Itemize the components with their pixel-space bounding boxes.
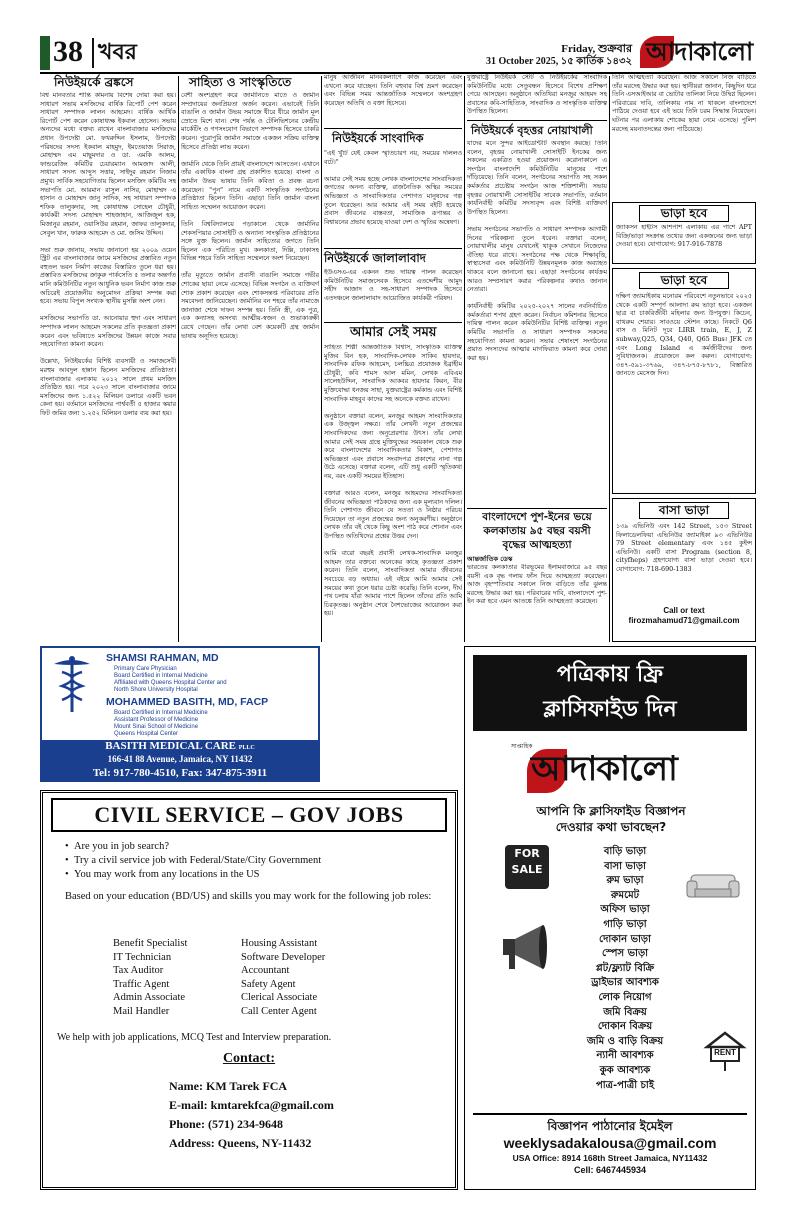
civil-role: Admin Associate: [113, 992, 186, 1003]
classified-item: বাড়ি ভাড়া: [603, 846, 647, 857]
col4-rule-b: [467, 508, 607, 509]
civil-role: Housing Assistant: [241, 938, 318, 949]
classified-banner-line-2: ক্লাসিফাইড দিন: [543, 697, 677, 722]
classified-item: রুম ভাড়া: [606, 875, 644, 887]
civil-roles-left: [113, 937, 187, 1018]
ad-basa-body: ১৩৯ এভিনিউ এবং 142 Street, ১৫৩ Street ফিলাডেলফিয়া এভিনিউর জ্যামাইকা ৯৩ এভিনিউর 79 Street elementary এবং ১৪৫ কুইন্স এভিনিউ। একটি বাসা Program (section 8, cityfheps) গ্রহণযোগ্য বাসা ভাড়া দেওয়া হবে। যোগাযোগ: 718-690-1383: [616, 522, 752, 573]
page-number: 38: [53, 35, 83, 68]
classified-item: দোকান ভাড়া: [599, 933, 651, 945]
article-noakhali-body: যাদের মনে সুন্দর আইডেন্টিটি অবস্থান করছে। তিনি বলেন, বৃহত্তর নোয়াখালী সোসাইটি ইনকের জন্য সকলের একত্রিত হওয়া প্রয়োজন। করোনাকালে এ সংগঠন বাংলাদেশি কমিউনিটির মানুষের পাশে দাঁড়িয়েছে। তিনি বলেন, সংগঠনের সভাপতি সহ সকল কর্মকর্তার প্রচেষ্টায় সংগঠন আজ শক্তিশালী। সভায় বৃহত্তর নোয়াখালী সোসাইটির সাবেক সভাপতি, বর্তমান কার্যনির্বাহী কমিটির সদস্যবৃন্দ এবং বিশিষ্ট ব্যক্তিবর্গ উপস্থিত ছিলেন। সভায় সংগঠনের সভাপতি ও সাধারণ সম্পাদক আগামী দিনের পরিকল্পনা তুলে ধরেন। বক্তারা বলেন, নোয়াখালীর মানুষ যেখানেই থাকুক সেখানে নিজেদের ঐতিহ্য ধরে রাখে। সংগঠনের পক্ষ থেকে শিক্ষাবৃত্তি, স্বাস্থ্যসেবা এবং কমিউনিটি উন্নয়নমূলক কাজ অব্যাহত থাকবে বলে জানানো হয়। এছাড়া সংগঠনের কার্যক্রম আরও সম্প্রসারণ করার পরিকল্পনার কথাও জানান নেতারা। কার্যনির্বাহী কমিটির ২০২৫-২০২৭ সালের নবনির্বাচিত কর্মকর্তারা শপথ গ্রহণ করেন। নির্বাচন কমিশনার হিসেবে দায়িত্ব পালন করেন কমিউনিটির বিশিষ্ট ব্যক্তিত্ব। নতুন কমিটির সভাপতি ও সাধারণ সম্পাদক সকলের সহযোগিতা কামনা করেন। সভার শেষাংশে সংগঠনের প্রয়াত সদস্যদের আত্মার মাগফিরাত কামনা করে দোয়া করা হয়।: [467, 140, 607, 362]
civil-contact-block: [169, 1077, 334, 1153]
page-header: [40, 34, 756, 74]
classified-question-2: দেওয়ার কথা ভাবছেন?: [555, 820, 667, 834]
civil-contact-label: Contact:: [222, 1051, 276, 1066]
column-4: [467, 74, 607, 642]
classified-logo: [511, 741, 711, 795]
article-culture: [181, 74, 319, 642]
doctor-2-name: MOHAMMED BASITH, MD, FACP: [106, 696, 269, 708]
civil-contact-email[interactable]: E-mail: kmtarekfca@gmail.com: [169, 1098, 334, 1112]
article-kolkata-body: ভারতের কলকাতার বীরভূমের ইলামবাজারে ৯৫ বছর বয়সী এক বৃদ্ধ গলায় ফাঁস দিয়ে আত্মহত্যা করেছেন। আজ বৃহস্পতিবার সকালে নিজ বাড়িতে তাঁর ঝুলন্ত মরদেহ উদ্ধার করা হয়। পরিবারের দাবি, বাংলাদেশে পুশ-ইন করা হবে এমন আতঙ্কে তিনি আত্মহত্যা করেছেন।: [467, 564, 607, 606]
ad-basa: [612, 498, 756, 642]
article-kolkata-title-2: কলকাতায় ৯৫ বছর বয়সী: [483, 525, 591, 537]
doctor-2-credentials: [114, 710, 208, 738]
ad-vara-2-title: ভাড়া হবে: [639, 272, 729, 289]
classified-item: ড্রাইভার আবশ্যক: [591, 977, 659, 989]
civil-contact-name: Name: KM Tarek FCA: [169, 1079, 288, 1093]
column-3: [324, 74, 462, 642]
classified-item: গাড়ি ভাড়া: [603, 918, 647, 930]
civil-role: Traffic Agent: [113, 978, 170, 990]
article-amar-shei-body: সাহিত্য শিল্পী আন্তর্জাতিক বিশ্বাস, সাংস্কৃতিক ব্যক্তিত্ব মুজিব বিন হক, সাংবাদিক-লেখক সাকিব হায়দার, সাংবাদিক রফিক আহমেদ, চলচ্চিত্র প্রযোজক ইব্রাহীম চৌধুরী, কবি শামস আল মমিন, লেখক এবিএম সালেহউদ্দিন, সাংবাদিক আকবর হায়দার কিরন, বীর মুক্তিযোদ্ধা ধনজয় সাহা, যুক্তরাষ্ট্রের কৰ্মকান্ড এবং বিশিষ্ট সাংবাদিক মাহবুব কাদের সহ অনেকে বক্তব্য রাখেন। অনুষ্ঠানে বক্তারা বলেন, মনজুর আহমদ সাংবাদিকতার এক উজ্জ্বল নক্ষত্র। তাঁর লেখনী নতুন প্রজন্মের সাংবাদিকদের জন্য অনুপ্রেরণার উৎস। তাঁর লেখা আমার সেই সময় গ্রন্থে মুক্তিযুদ্ধের সময়কাল থেকে শুরু করে বাংলাদেশের সাংবাদিকতার বিকাশ, পেশাগত অভিজ্ঞতা এবং প্রবাসে সংবাদপত্র প্রকাশের নানা গল্প উঠে এসেছে। বক্তারা বলেন, এটি শুধু একটি স্মৃতিকথা নয়, বরং একটি সময়ের ইতিহাস। বক্তারা আরও বলেন, মনজুর আহমদের সাংবাদিকতা জীবনের অভিজ্ঞতা পাঠকদের জন্য এক মূল্যবান দলিল। তিনি পেশাগত জীবনে যে সততা ও নিষ্ঠার পরিচয় দিয়েছেন তা নতুন প্রজন্মের জন্য অনুকরণীয়। অনুষ্ঠানে লেখক তাঁর বই থেকে কিছু অংশ পাঠ করে শোনান এবং উপস্থিত অতিথিদের প্রশ্নের উত্তর দেন। আমি বারো বছরই প্রবাসী লেখক-সাংবাদিক মনজুর আহমদ তার বক্তব্যে অনেকের কাছে কৃতজ্ঞতা প্রকাশ করেন। তিনি বলেন, সাংবাদিকতা আমার জীবনের সবচেয়ে বড় অধ্যায়। এই বইয়ে আমি আমার সেই সময়ের কথা তুলে ধরার চেষ্টা করেছি। তিনি বলেন, দীর্ঘ পথ চলায় যাঁরা আমার পাশে ছিলেন তাঁদের প্রতি আমি চিরকৃতজ্ঞ। অনুষ্ঠান শেষে নৈশভোজের আয়োজন করা হয়।: [324, 344, 462, 618]
article-journalist-body: "এই খুঁটি যেই কেবল স্মৃতিচারণ নয়, সময়ের দলিলও বটে।" আমার সেই সময় হচ্ছে লেখক বাংলাদেশের সাংবাদিকতা জগতের অনন্য ব্যক্তিত্ব, রাজনৈতিক অস্থির সময়ের অভিজ্ঞতা ও সাংবাদিকতার পেশাগত মানুষদের গল্প তুলে ধরেছেন। আর আমার এই সময় বইটি হয়েছে প্রবাস জীবনের বাস্তবতা, সামাজিক রূপান্তর ও বিশ্বায়নের প্রভাব হয়েছে যাওয়া দেশ ও স্মৃতির অন্বেষণ।: [324, 150, 462, 226]
sofa-icon: [685, 865, 741, 905]
classified-office: USA Office: 8914 168th Street Jamaica, NY11432: [512, 1153, 708, 1163]
civil-role: Benefit Specialist: [113, 938, 188, 949]
medical-pllc: PLLC: [238, 745, 255, 751]
article-kolkata-headline: [467, 510, 607, 552]
masthead-text: আদাকালো: [646, 37, 753, 66]
civil-help: We help with job applications, MCQ Test and Interview preparation.: [57, 1032, 332, 1043]
classified-item: স্পেস ভাড়া: [601, 948, 648, 960]
article-culture-body: বেশী অংশগ্রহণ করে জার্মানিতে মাতে ও জার্মান সম্প্রদায়ের জনপ্রিয়তা অর্জন করেন। এভাবেই তিনি বাঙালি ও জার্মান উভয় সমাজে ধীরে ধীরে জার্মান মূল স্রোতে মিশে যান। শেষ পর্যন্ত ও টেলিভিশনের কেন্দ্রীয় মার্কেটিং ও গণসংযোগ বিভাগে সম্পাদক হিসেবে চাকরি করেন। পুরোপুরি জার্মান সমাজে একজন সক্রিয় ব্যক্তিত্ব হিসেবে প্রতিষ্ঠা লাভ করেন। জার্মানি থেকে তিনি প্রায়ই বাংলাদেশে আসতেন। এখানে তাঁর একাধিক বাংলা গ্রন্থ প্রকাশিত হয়েছে। বাংলা ও জার্মান উভয় ভাষায় তিনি কবিতা ও প্রবন্ধ রচনা করেছেন। "পুন" নামে একটি সাংস্কৃতিক সংগঠনের প্রতিষ্ঠাতা ছিলেন তিনি। এছাড়া তিনি জার্মান বাংলা সাহিত্য সম্মেলন আয়োজন করেন। তিনি বিশ্ববিদ্যালয়ে পড়াকালে থেকে জার্মানির শেকসপিয়ার সোসাইটি ও অন্যান্য সাংস্কৃতিক প্রতিষ্ঠানের সঙ্গে যুক্ত ছিলেন। জার্মান সাহিত্যের জগতে তিনি ছিলেন এক পরিচিত মুখ। কলকাতা, দিল্লি, ঢাকাসহ বিভিন্ন শহরে তিনি সাহিত্য সম্মেলনে অংশ নিয়েছেন। তাঁর মৃত্যুতে জার্মান প্রবাসী বাঙালি সমাজে গভীর শোকের ছায়া নেমে এসেছে। বিভিন্ন সংগঠন ও ব্যক্তিবর্গ শোক প্রকাশ করেছেন এবং শোকসন্তপ্ত পরিবারের প্রতি সমবেদনা জানিয়েছেন। জার্মানির বন শহরে তাঁর নামাজে জানাজা শেষে দাফন সম্পন্ন হয়। তিনি স্ত্রী, এক পুত্র, এক কন্যাসহ অসংখ্য আত্মীয়-স্বজন ও শুভাকাঙ্ক্ষী রেখে গেছেন। তাঁর লেখা বেশ কয়েকটি গ্রন্থ জার্মান ভাষায় অনূদিত হয়েছে।: [181, 92, 319, 340]
ad-vara-1-body: জ্যাকসন হাইটস আশপাশ এলাকায় এর পাশে APT বিক্রি/ভাড়া সংক্রান্ত তথ্যের জন্য একজনের জন্য ভাড়া দেওয়া হবে। যোগাযোগ: 917-916-7878: [616, 224, 752, 249]
article-journalist-title: নিউইয়র্কে সাংবাদিক: [332, 131, 424, 145]
article-noakhali-title: নিউইয়র্কে বৃহত্তর নোয়াখালী: [471, 124, 593, 137]
classified-email-label: বিজ্ঞাপন পাঠানোর ইমেইল: [547, 1119, 673, 1133]
for-sale-top: FOR: [514, 847, 540, 860]
classified-item: দোকান বিক্রয়: [597, 1021, 653, 1033]
ad-civil-service: [40, 790, 458, 1190]
classified-email[interactable]: weeklysadakalousa@gmail.com: [503, 1135, 717, 1151]
issue-day: Friday, শুক্রবার: [561, 43, 632, 55]
doctor-1-line: Board Certified in Internal Medicine: [114, 673, 208, 679]
classified-item: লোক নিয়োগ: [598, 991, 652, 1003]
classified-cell[interactable]: Cell: 6467445934: [573, 1165, 647, 1175]
doctor-1-line: Affiliated with Queens Hospital Center and: [114, 680, 227, 686]
ad-classified: [464, 646, 756, 1190]
classified-question-1: আপনি কি ক্লাসিফাইড বিজ্ঞাপন: [536, 804, 686, 818]
column-rule-4: [609, 76, 610, 642]
civil-bullets: [65, 840, 455, 882]
ad-vara-1: [612, 202, 756, 264]
doctor-1-name: SHAMSI RAHMAN, MD: [106, 652, 219, 664]
article-bronx-body: বিশ্ব মানবতার শান্তি কামনায় বিশেষ দোয়া করা হয়। সাধারণ সভায় মসজিদের বার্ষিক রিপোর্ট পেশ করেন সাধারণ সম্পাদক লালন আহমেদ। বার্ষিক আর্থিক রিপোর্ট পেশ করেন কোষাধ্যক্ষ ইকবাল হোসেন। সভায় অন্যদের মধ্যে বক্তব্য রাখেন বাংলাবাজার মসজিদের প্রধান উপদেষ্টা মো. ফখরুদ্দিন ইসলাম, উপদেষ্টা পরিষদের সদস্য ইকবাল মাহমুদ, ইমতেয়াজ সিরাজ, মোহাম্মদ এম মাছুমদার ও ডা. এমকি আলম, ফান্ডরেজিং কমিটির চেয়ারম্যান আমজাদ আলী, সাধারণ সদস্য আব্দুস সত্তার, সাইদুর রহমান নিজাম প্রমুখ। সার্বিক সহযোগিতায় ছিলেন মসজিদ কমিটির সহ সভাপতি মো. আরমান রাসুল নাসির, মোহাম্মদ এ হাসান ও মোহাম্মদ জানু সাদিক, সহ সাধারণ সম্পাদক শফিক তালুকদার, সহ কোষাধ্যক্ষ সোহেল চৌধুরী, কার্যকরী সদস্য মোহাম্মদ শাহজাহান, আজিজুল হক, মিজানুর রহমান, ওয়াসিউর রহমান, জাফর তালুকদার, সেবুল খান, ফারুক আহমেদ ও মো. জসিম উদ্দিন। সভা শুরু জানায়, সভায় জানানো হয় ২০০৯ ওয়েন স্ট্রিট এর বাংলাবাজার জামে মসজিদের প্রস্তাবিত নতুন বহুতল ভবন নির্মাণ কাজের বিস্তারিত তুলে ধরা হয়। প্রস্তাবিত মসজিদের ক্রাকুরু পার্কসেতি ৫ তলার অন্তর্গত মানি কমিউনিটির নতুন আধুনিক ভবন নির্মাণ কাজ শুরু অচিরেই প্রয়োজনীয় অনুমোদন প্রক্রিয়া সম্পন্ন করা হবে। সভায় বিপুল সংখ্যক স্থানীয় মুসল্লি অংশ নেন। মসজিদের সভাপতি ডা. আনোয়ার হুদা এবং সাধারণ সম্পাদক লালন আহমেদ সকলের প্রতি কৃতজ্ঞতা প্রকাশ করেন এবং ভবিষ্যতে মসজিদের উন্নয়ন কাজে সবার সহযোগিতা কামনা করেন। উল্লেখ্য, নিউইয়র্কের বিশিষ্ট ব্যবসায়ী ও সমাজসেবী মরহুম আবদুল হান্নান ছিলেন মসজিদের প্রতিষ্ঠাতা। বাংলাবাজার এলাকায় ২০১২ সালে প্রথম মসজিদ প্রতিষ্ঠিত হয়। পরে ২০২৩ সালে বাংলাবাজার জামে মসজিদের জন্য ১.৫২২ মিলিয়ন ডলারে একটি ভবন কেনা হয়। বর্তমানে মসজিদের পার্শ্ববর্তী ৫ হাজার স্কয়ার ফিট জমির জন্য ১.২৫২ মিলিয়ন ডলার ব্যয় করা হয়।: [40, 92, 176, 417]
medical-practice-name: BASITH MEDICAL CARE: [105, 740, 237, 752]
article-kolkata-title-3: বৃদ্ধের আত্মহত্যা: [502, 539, 572, 551]
civil-title: CIVIL SERVICE – GOV JOBS: [51, 798, 447, 832]
for-sale-sign-icon: [505, 845, 549, 889]
classified-item: জমি ও বাড়ি বিক্রয়: [586, 1035, 664, 1047]
doctor-1-line: North Shore University Hospital: [114, 687, 198, 693]
classified-footer: [473, 1113, 747, 1185]
classified-item: ন্যানী আবশ্যক: [596, 1050, 654, 1062]
civil-role: Call Center Agent: [241, 1005, 317, 1017]
rent-label: RENT: [714, 1048, 736, 1057]
column-rule-2: [321, 76, 322, 642]
classified-item: প্লট/ফ্ল্যাট বিক্রি: [595, 962, 655, 974]
classified-item: পাত্র-পাত্রী চাই: [595, 1079, 655, 1091]
section-name: খবর: [98, 40, 137, 65]
civil-role: Clerical Associate: [241, 992, 318, 1003]
classified-item: অফিস ভাড়া: [600, 904, 650, 916]
column-4-intro: যুক্তরাষ্ট্রে নিউইয়র্ক স্টেট ও নিউইয়র্কের সাংবাদিক কমিউনিটির মধ্যে সেতুবন্ধন হিসেবে বিশেষ প্রশিক্ষণ পেয়ে আসছেন। অনুষ্ঠানে অতিথিরা মনজুর আহমদ সহ প্রবাসের কবি-সাহিত্যিক, সাংবাদিক ও সাংস্কৃতিক ব্যক্তিত্ব উপস্থিত ছিলেন।: [467, 74, 607, 116]
civil-contact-phone[interactable]: Phone: (571) 234-9648: [169, 1117, 283, 1131]
column-3-intro: মানুষ আজীবন মানবকল্যাণে কাজ করেছেন এবং এখনো করে যাচ্ছেন। তিনি বহুবার বিশ্ব ভ্রমণ করেছেন এবং বিভিন্ন সময় আন্তর্জাতিক সম্মেলনে অংশগ্রহণ করেছেন অতিথি ও বক্তা হিসেবে।: [324, 74, 462, 107]
doctor-2-line: Assistant Professor of Medicine: [114, 717, 199, 723]
classified-item: জমি বিক্রয়: [603, 1006, 647, 1018]
civil-role: Software Developer: [241, 951, 326, 963]
article-kolkata-byline: আন্তর্জাতিক ডেস্ক: [467, 555, 513, 563]
civil-roles-right: [241, 937, 325, 1018]
civil-bullet: • Try a civil service job with Federal/State/City Government: [65, 855, 322, 866]
medical-phones: Tel: 917-780-4510, Fax: 347-875-3911: [40, 764, 320, 782]
classified-item: রুমমেট: [610, 889, 640, 901]
article-jalalabad-title: নিউইয়র্কে জালালাবাদ: [324, 251, 426, 265]
article-culture-title: সাহিত্য ও সাংস্কৃতিতে: [189, 75, 292, 89]
civil-role: Mail Handler: [113, 1005, 170, 1017]
doctor-2-line: Queens Hospital Center: [114, 731, 179, 737]
article-jalalabad-body: ইউএসএ-এর একনন শুভ দায়িত্ব পালন করেছেন কমিউনিটির সমাজসেবক হিসেবে এতদ্দেশীয় আমুদ সহীদ আজাদ ও সহ-সাধারণ সম্পাদক হিসেবে এতদঞ্চলে জালালাবাদ আয়োজিত কার্যকরী পরিষদ।: [324, 269, 462, 302]
article-bronx: [40, 74, 176, 642]
classified-item: বাসা ভাড়া: [604, 860, 646, 872]
col3-rule-c: [324, 322, 462, 323]
civil-role: Accountant: [241, 965, 290, 976]
rent-house-icon: [701, 1027, 749, 1075]
medical-address: 166-41 88 Avenue, Jamaica, NY 11432: [107, 754, 253, 764]
medical-footer: [42, 740, 318, 764]
civil-contact-address: Address: Queens, NY-11432: [169, 1136, 312, 1150]
ad-basa-email[interactable]: firozmahamud71@gmail.com: [628, 616, 740, 625]
section-divider: [92, 38, 94, 68]
civil-bullet: • You may work from any locations in the US: [65, 869, 260, 880]
classified-question: [465, 803, 757, 835]
medical-practice-line: [42, 740, 318, 754]
article-bronx-title: নিউইয়র্কে ব্রঙ্কসে: [54, 75, 134, 89]
ad-vara-1-title: ভাড়া হবে: [639, 205, 729, 222]
civil-role: Tax Auditor: [113, 965, 164, 976]
classified-items: [561, 845, 689, 1093]
ad-medical: [40, 646, 320, 764]
ad-basa-title: বাসা ভাড়া: [639, 502, 729, 519]
col4-rule-a: [467, 120, 607, 121]
civil-role: Safety Agent: [241, 978, 296, 990]
col3-rule-a: [324, 128, 462, 129]
civil-bullet: • Are you in job search?: [65, 841, 169, 852]
column-rule-3: [464, 76, 465, 642]
megaphone-icon: [497, 917, 557, 977]
doctor-2-line: Board Certified in Internal Medicine: [114, 710, 208, 716]
civil-intro: Based on your education (BD/US) and skills you may work for the following job roles:: [65, 891, 432, 902]
ad-basa-call: Call or text: [663, 606, 705, 615]
classified-banner: [473, 655, 747, 731]
page-number-bar: [40, 36, 50, 70]
civil-role: IT Technician: [113, 951, 172, 963]
classified-logo-text: আদাকালো: [531, 749, 677, 789]
column-5: [612, 74, 756, 642]
ad-vara-2-body: দক্ষিণ জ্যামাইকায় মনোরম পরিবেশে নতুনভাবে ২০২৫ থেকে একটি সম্পূর্ণ আলাদা রুম ভাড়া হবে। একজন ছাত্র বা চাকরিজীবী মহিলার জন্য উপযুক্ত। কিচেন, বাথরুম শেয়ার। সাবওয়ে স্টেশন কাছে। নিকটে Q6 বাস ও মিনিট দূরে LIRR train, E, J, Z subway,Q25, Q34, Q40, Q65 Bus। JFK তে এবং Long Island এ কর্মজীবীদের জন্য সুবিধাজনক। প্রয়োজনে কল করুন। যোগাযোগ: ৩৪৭-৫৯১-৩৭৬৯, ৩৪৭-৮৭৫-৮৭৮১, বিস্তারিত জানতে মেসেজ দিন।: [616, 292, 752, 378]
doctor-2-line: Mount Sinai School of Medicine: [114, 724, 199, 730]
medical-caduceus-icon: [48, 654, 96, 714]
classified-item: কুক আবশ্যক: [599, 1064, 651, 1076]
classified-banner-line-1: পত্রিকায় ফ্রি: [557, 662, 663, 687]
issue-date: 31 October 2025, ১৫ কার্তিক ১৪৩২: [485, 56, 632, 67]
article-kolkata-title-1: বাংলাদেশে পুশ-ইনের ভয়ে: [482, 511, 592, 523]
for-sale-bottom: SALE: [511, 863, 543, 876]
classified-tagline: সাপ্তাহিক: [511, 743, 533, 750]
ad-vara-2: [612, 268, 756, 494]
column-rule-1: [178, 76, 179, 642]
masthead-logo: [640, 34, 756, 70]
doctor-1-line: Primary Care Physician: [114, 666, 177, 672]
doctor-1-credentials: [114, 666, 227, 694]
column-5-intro: তিনি আত্মহত্যা করেছেন। আজ সকালে নিজ বাড়িতে তাঁর মরদেহ উদ্ধার করা হয়। স্থানীয়রা জানান, কিছুদিন ধরে তিনি এসআইআর বা ভোটার তালিকা নিয়ে উদ্বিগ্ন ছিলেন। পরিবারের দাবি, তালিকায় নাম না থাকলে বাংলাদেশে পাঠিয়ে দেওয়া হবে এই ভয়ে তিনি চরম সিদ্ধান্ত নিয়েছেন। ঘটনার পর এলাকায় শোকের ছায়া নেমে এসেছে। পুলিশ মরদেহ ময়নাতদন্তের জন্য পাঠিয়েছে।: [612, 74, 756, 133]
article-amar-shei-title: আমার সেই সময়: [350, 325, 437, 340]
col3-rule-b: [324, 248, 462, 249]
